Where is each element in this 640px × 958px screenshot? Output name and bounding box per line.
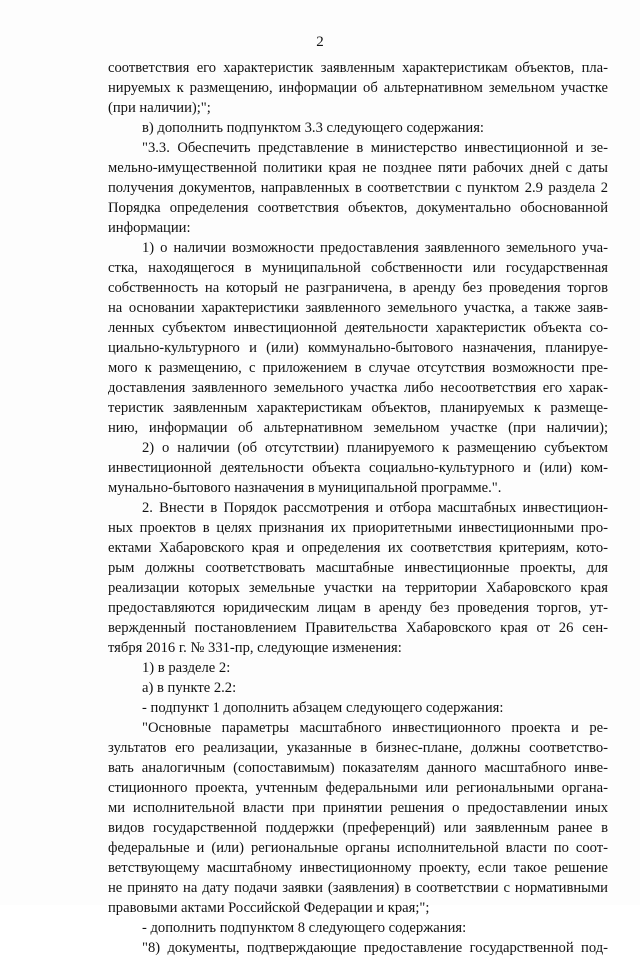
text-line: ных проектов в целях признания их приоритетными инвестиционными про- (108, 520, 608, 536)
text-line: рым должны соответствовать масштабные инвестиционные проекты, для (108, 560, 608, 576)
text-line: "8) документы, подтверждающие предоставление государственной под- (142, 940, 608, 956)
text-line: 2. Внести в Порядок рассмотрения и отбора масштабных инвестицион- (142, 500, 608, 516)
text-line: (при наличии);"; (108, 100, 211, 116)
text-line: мунально-бытового назначения в муниципальной программе.". (108, 480, 502, 496)
text-line: ленных субъектом инвестиционной деятельности характеристик объекта со- (108, 320, 608, 336)
text-line: соответствия его характеристик заявленным характеристикам объектов, пла- (108, 60, 608, 76)
text-line: вать аналогичным (сопоставимым) показателям данного масштабного инве- (108, 760, 608, 776)
text-line: на основании характеристики заявленного земельного участка, а также заяв- (108, 300, 608, 316)
text-line: стка, находящегося в муниципальной собственности или государственная (108, 260, 608, 276)
text-line: получения документов, направленных в соответствии с пунктом 2.9 раздела 2 (108, 180, 608, 196)
text-line: ми исполнительной власти при принятии решения о предоставлении иных (108, 800, 608, 816)
text-line: 2) о наличии (об отсутствии) планируемого к размещению субъектом (142, 440, 608, 456)
text-line: ветствующему масштабному инвестиционному проекту, если такое решение (108, 860, 608, 876)
text-line: мого к размещению, с приложением в случае отсутствия возможности пре- (108, 360, 608, 376)
text-line: зультатов его реализации, указанные в бизнес-плане, должны соответство- (108, 740, 608, 756)
text-line: федеральные и (или) региональные органы исполнительной власти по соот- (108, 840, 608, 856)
text-line: в) дополнить подпунктом 3.3 следующего содержания: (142, 120, 484, 136)
text-line: "3.3. Обеспечить представление в министерство инвестиционной и зе- (142, 140, 608, 156)
text-line: "Основные параметры масштабного инвестиционного проекта и ре- (142, 720, 608, 736)
document-body (108, 58, 608, 958)
text-line: инвестиционной деятельности объекта социально-культурного и (или) ком- (108, 460, 608, 476)
text-line: нируемых к размещению, информации об альтернативном земельном участке (108, 80, 608, 96)
text-line: мельно-имущественной политики края не позднее пяти рабочих дней с даты (108, 160, 608, 176)
text-line: - подпункт 1 дополнить абзацем следующего содержания: (142, 700, 504, 716)
text-line: 1) о наличии возможности предоставления заявленного земельного уча- (142, 240, 608, 256)
page-number: 2 (316, 34, 324, 50)
text-line: тября 2016 г. № 331-пр, следующие изменения: (108, 640, 402, 656)
text-line: нию, информации об альтернативном земельном участке (при наличии); (108, 420, 608, 436)
text-line: стиционного проекта, учтенным федеральными или региональными органа- (108, 780, 608, 796)
text-line: Порядка определения соответствия объектов, документально обоснованной (108, 200, 608, 216)
text-line: а) в пункте 2.2: (142, 680, 237, 696)
text-line: циально-культурного и (или) коммунально-бытового назначения, планируе- (108, 340, 608, 356)
text-line: реализации которых земельные участки на территории Хабаровского края (108, 580, 608, 596)
text-line: собственность на который не разграничена, в аренду без проведения торгов (108, 280, 608, 296)
text-line: доставления заявленного земельного участка либо несоответствия его харак- (108, 380, 608, 396)
text-line: информации: (108, 220, 191, 236)
text-line: ектами Хабаровского края и определения их соответствия критериям, кото- (108, 540, 608, 556)
text-line: 1) в разделе 2: (142, 660, 231, 676)
text-line: не принято на дату подачи заявки (заявления) в соответствии с нормативными (108, 880, 608, 896)
text-line: видов государственной поддержки (преференций) или заявленным ранее в (108, 820, 608, 836)
text-line: - дополнить подпунктом 8 следующего содержания: (142, 920, 467, 936)
text-line: правовыми актами Российской Федерации и края;"; (108, 900, 430, 916)
text-line: вержденный постановлением Правительства Хабаровского края от 26 сен- (108, 620, 608, 636)
text-line: теристик заявленным характеристикам объектов, планируемых к размеще- (108, 400, 608, 416)
text-line: предоставляются юридическим лицам в аренду без проведения торгов, ут- (108, 600, 608, 616)
